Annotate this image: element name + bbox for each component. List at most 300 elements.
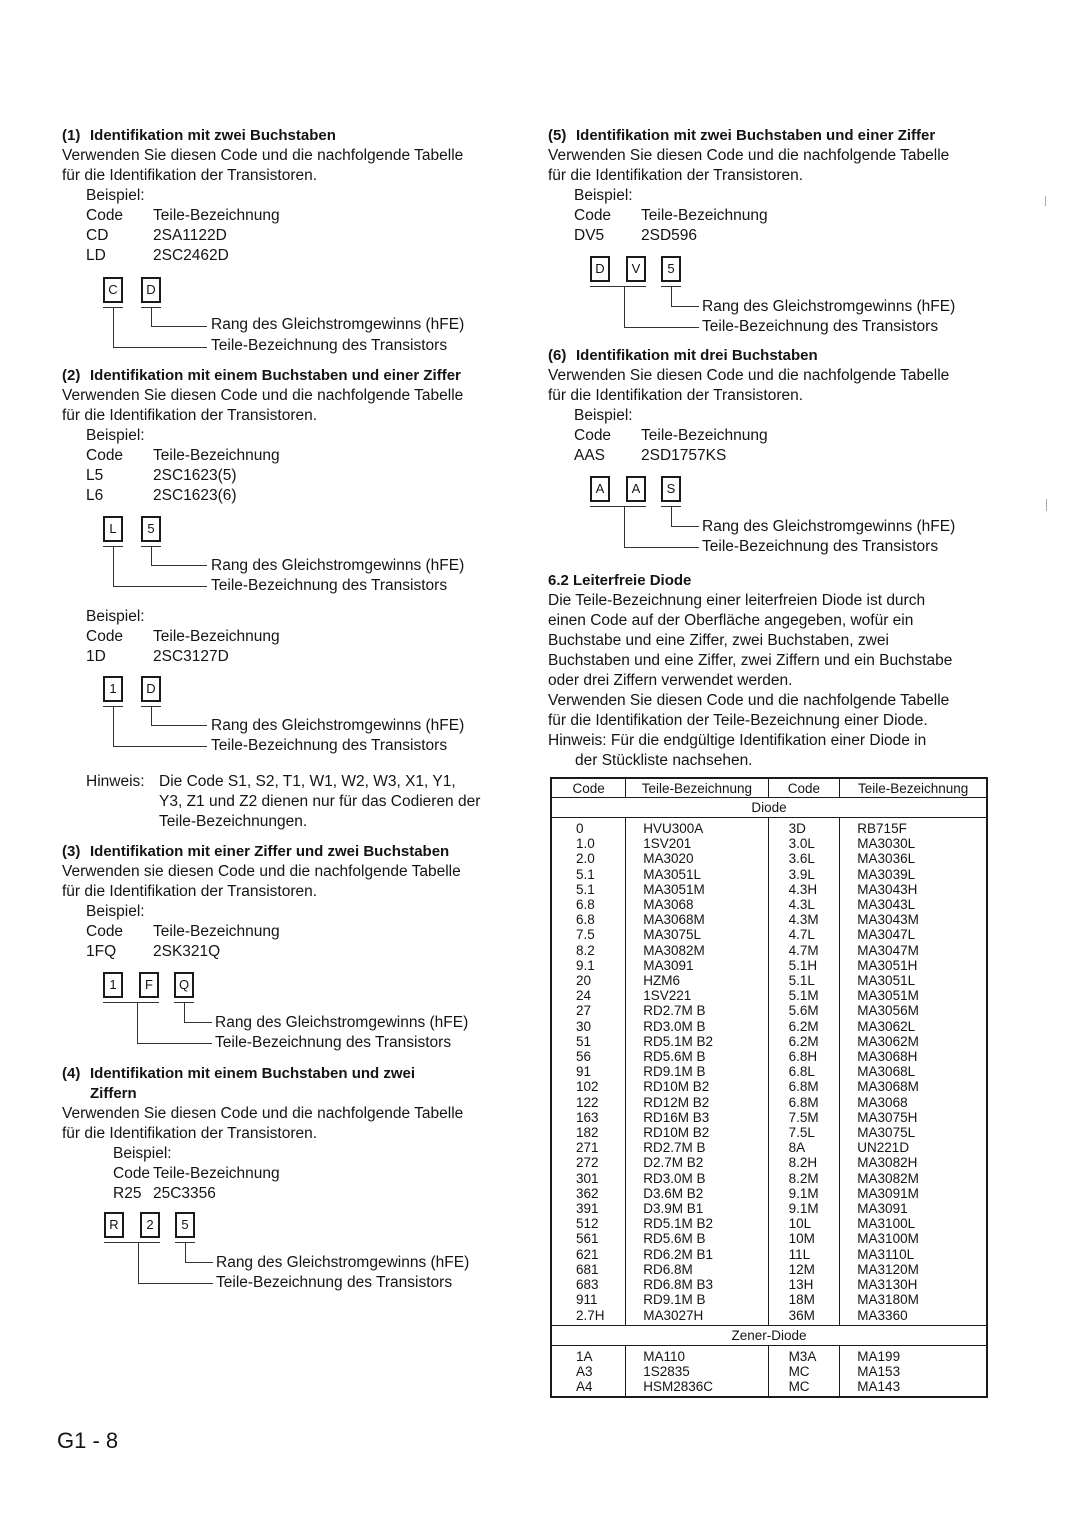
- legend-part: Teile-Bezeichnung des Transistors: [211, 737, 448, 754]
- table-row: [551, 1019, 987, 1034]
- cell-part: MA153: [840, 1364, 987, 1379]
- cell-code: 621: [551, 1247, 626, 1262]
- cell-part: 1SV221: [626, 988, 768, 1003]
- code-box: 5: [175, 1212, 195, 1238]
- cell-code: 13H: [768, 1277, 840, 1292]
- example-part: 2SD596: [641, 227, 698, 244]
- cell-code: 8A: [768, 1140, 840, 1155]
- col-part: Teile-Bezeichnung: [641, 207, 768, 224]
- intro-text: Verwenden Sie diesen Code und die nachfolgende Tabelle: [62, 387, 464, 404]
- table-row: [551, 1125, 987, 1140]
- connector: [113, 546, 114, 586]
- cell-part: MA3051M: [840, 988, 987, 1003]
- header-code: Code: [551, 778, 626, 798]
- col-code: Code: [86, 447, 124, 464]
- cell-code: 7.5M: [768, 1110, 840, 1125]
- example-label: Beispiel:: [86, 608, 145, 625]
- col-code: Code: [86, 923, 124, 940]
- table-header-row: [551, 778, 987, 798]
- cell-part: MA3043H: [840, 882, 987, 897]
- example-label: Beispiel:: [86, 187, 145, 204]
- connector: [113, 347, 207, 348]
- col-code: Code: [574, 207, 612, 224]
- connector: [185, 1242, 186, 1262]
- legend-part: Teile-Bezeichnung des Transistors: [215, 1034, 452, 1051]
- cell-code: 27: [551, 1003, 626, 1018]
- table-row: [551, 943, 987, 958]
- cell-code: 3D: [768, 818, 840, 837]
- intro-text: für die Identifikation der Transistoren.: [548, 167, 804, 184]
- example-block: [548, 186, 949, 246]
- example-block-2b: [86, 607, 280, 667]
- cell-part: MA3068L: [840, 1064, 987, 1079]
- col-code: Code: [86, 207, 124, 224]
- table-row: [551, 836, 987, 851]
- code-box: 2: [140, 1212, 160, 1238]
- example-part: 2SC2462D: [153, 247, 229, 264]
- example-label: Beispiel:: [113, 1145, 172, 1162]
- example-block: [62, 1144, 463, 1204]
- example-row: [86, 486, 463, 506]
- table-row: [551, 988, 987, 1003]
- table-section-row: [551, 1325, 987, 1345]
- cell-part: RD6.2M B1: [626, 1247, 768, 1262]
- note-line: [86, 772, 480, 792]
- connector: [671, 526, 699, 527]
- section-3: [62, 842, 461, 962]
- example-row: [86, 246, 463, 266]
- example-row: [574, 226, 949, 246]
- cell-code: 911: [551, 1292, 626, 1307]
- col-part: Teile-Bezeichnung: [641, 427, 768, 444]
- cell-part: RD5.6M B: [626, 1049, 768, 1064]
- cell-part: MA3091: [840, 1201, 987, 1216]
- example-block: [62, 426, 463, 506]
- section-title: Diode: [551, 798, 987, 818]
- section-title: Identifikation mit einem Buchstaben und einer Ziffer: [90, 367, 461, 384]
- cell-code: 10M: [768, 1231, 840, 1246]
- code-box: 5: [661, 256, 681, 282]
- table-row: [551, 1231, 987, 1246]
- cell-code: 24: [551, 988, 626, 1003]
- cell-code: 5.6M: [768, 1003, 840, 1018]
- example-code: L6: [86, 487, 104, 504]
- code-box: D: [590, 256, 610, 282]
- table-row: [551, 1379, 987, 1397]
- code-box: Q: [174, 972, 194, 998]
- cell-part: MA3100M: [840, 1231, 987, 1246]
- connector: [671, 306, 699, 307]
- intro-text: Verwenden sie diesen Code und die nachfolgende Tabelle: [62, 863, 461, 880]
- cell-part: MA3036L: [840, 851, 987, 866]
- cell-part: RD5.6M B: [626, 1231, 768, 1246]
- table-row: [551, 927, 987, 942]
- cell-part: D3.9M B1: [626, 1201, 768, 1216]
- intro-text: für die Identifikation der Transistoren.: [62, 883, 318, 900]
- cell-code: 12M: [768, 1262, 840, 1277]
- code-box: S: [661, 476, 681, 502]
- example-header: [574, 426, 949, 446]
- code-box: 5: [141, 516, 161, 542]
- cell-part: MA3100L: [840, 1216, 987, 1231]
- code-box: L: [103, 516, 123, 542]
- cell-code: 6.2M: [768, 1019, 840, 1034]
- underline: [590, 286, 646, 287]
- legend-part: Teile-Bezeichnung des Transistors: [702, 318, 939, 335]
- cell-part: MA3068: [840, 1095, 987, 1110]
- example-header: [86, 922, 461, 942]
- table-row: [551, 1308, 987, 1326]
- example-part: 2SC1623(5): [153, 467, 237, 484]
- cell-part: MA3051M: [626, 882, 768, 897]
- example-code: 1FQ: [86, 943, 117, 960]
- code-box: D: [141, 277, 161, 303]
- cell-code: MC: [768, 1379, 840, 1397]
- section-6-heading: [548, 346, 949, 366]
- table-section-row: [551, 798, 987, 818]
- legend-part: Teile-Bezeichnung des Transistors: [216, 1274, 453, 1291]
- cell-code: 2.0: [551, 851, 626, 866]
- table-row: [551, 1262, 987, 1277]
- cell-part: MA3039L: [840, 867, 987, 882]
- cell-part: MA3062L: [840, 1019, 987, 1034]
- cell-code: 6.8M: [768, 1095, 840, 1110]
- col-code: Code: [86, 628, 124, 645]
- cell-part: MA3091: [626, 958, 768, 973]
- cell-code: 683: [551, 1277, 626, 1292]
- cell-part: MA143: [840, 1379, 987, 1397]
- code-box: F: [139, 972, 159, 998]
- table-row: [551, 1064, 987, 1079]
- cell-code: 163: [551, 1110, 626, 1125]
- cell-code: 20: [551, 973, 626, 988]
- example-code: AAS: [574, 447, 606, 464]
- cell-part: MA3082M: [626, 943, 768, 958]
- cell-code: 30: [551, 1019, 626, 1034]
- cell-code: 4.3L: [768, 897, 840, 912]
- cell-code: 102: [551, 1079, 626, 1094]
- legend-rank: Rang des Gleichstromgewinns (hFE): [216, 1254, 470, 1271]
- table-row: [551, 1292, 987, 1307]
- example-row: [113, 1184, 463, 1204]
- cell-code: 391: [551, 1201, 626, 1216]
- legend-rank: Rang des Gleichstromgewinns (hFE): [702, 518, 956, 535]
- cell-part: MA3360: [840, 1308, 987, 1326]
- connector: [113, 746, 207, 747]
- col-code: Code: [574, 427, 612, 444]
- cell-part: MA110: [626, 1345, 768, 1364]
- table-row: [551, 1034, 987, 1049]
- connector: [113, 307, 114, 347]
- section-title: Identifikation mit einer Ziffer und zwei Buchstaben: [90, 843, 450, 860]
- code-box: 1: [103, 676, 123, 702]
- section-title: Identifikation mit zwei Buchstaben und einer Ziffer: [576, 127, 936, 144]
- connector: [137, 1043, 212, 1044]
- code-box: R: [104, 1212, 124, 1238]
- table-row: [551, 1247, 987, 1262]
- underline: [104, 1242, 160, 1243]
- cell-part: MA3047M: [840, 943, 987, 958]
- cell-code: 271: [551, 1140, 626, 1155]
- cell-code: A4: [551, 1379, 626, 1397]
- connector: [624, 327, 699, 328]
- table-row: [551, 958, 987, 973]
- cell-code: MC: [768, 1364, 840, 1379]
- table-row: [551, 1155, 987, 1170]
- note-block: [86, 772, 480, 832]
- section-number: (6): [548, 347, 567, 364]
- cell-code: 4.7M: [768, 943, 840, 958]
- cell-code: 9.1M: [768, 1186, 840, 1201]
- cell-part: MA3075H: [840, 1110, 987, 1125]
- table-row: [551, 851, 987, 866]
- note-text: Hinweis: Für die endgültige Identifikation einer Diode in: [548, 732, 927, 749]
- example-row: [574, 446, 949, 466]
- cell-part: RD6.8M: [626, 1262, 768, 1277]
- scan-artifact: [1045, 196, 1046, 206]
- connector: [138, 1242, 139, 1283]
- table-row: [551, 1345, 987, 1364]
- connector: [671, 286, 672, 306]
- cell-part: RD5.1M B2: [626, 1034, 768, 1049]
- cell-code: 6.8: [551, 912, 626, 927]
- section-1: [62, 126, 463, 266]
- intro-text: für die Identifikation der Transistoren.: [62, 1125, 318, 1142]
- table-row: [551, 912, 987, 927]
- cell-code: 5.1M: [768, 988, 840, 1003]
- diode-section-heading: 6.2 Leiterfreie Diode: [548, 572, 692, 589]
- cell-code: 51: [551, 1034, 626, 1049]
- cell-code: 0: [551, 818, 626, 837]
- cell-code: 5.1: [551, 867, 626, 882]
- cell-part: MA3047L: [840, 927, 987, 942]
- cell-part: 1SV201: [626, 836, 768, 851]
- intro-text: für die Identifikation der Transistoren.: [62, 407, 318, 424]
- paragraph-line: Buchstaben und eine Ziffer, zwei Ziffern und ein Buchstabe: [548, 652, 953, 669]
- cell-code: 6.2M: [768, 1034, 840, 1049]
- example-block: [62, 186, 463, 266]
- legend-part: Teile-Bezeichnung des Transistors: [211, 577, 448, 594]
- example-code: L5: [86, 467, 104, 484]
- table-row: [551, 1049, 987, 1064]
- cell-part: MA3082M: [840, 1171, 987, 1186]
- paragraph-line: für die Identifikation der Teile-Bezeichnung einer Diode.: [548, 712, 928, 729]
- cell-code: 3.6L: [768, 851, 840, 866]
- cell-part: RD9.1M B: [626, 1064, 768, 1079]
- cell-part: HZM6: [626, 973, 768, 988]
- legend-part: Teile-Bezeichnung des Transistors: [702, 538, 939, 555]
- underline: [590, 506, 646, 507]
- note-text: der Stückliste nachsehen.: [575, 752, 753, 769]
- code-box: D: [141, 676, 161, 702]
- legend-rank: Rang des Gleichstromgewinns (hFE): [702, 298, 956, 315]
- section-1-heading: [62, 126, 463, 146]
- legend-rank: Rang des Gleichstromgewinns (hFE): [211, 316, 465, 333]
- table-row: [551, 1364, 987, 1379]
- cell-part: RD3.0M B: [626, 1019, 768, 1034]
- page-number: G1 - 8: [57, 1428, 119, 1453]
- cell-part: RD12M B2: [626, 1095, 768, 1110]
- underline: [103, 1002, 159, 1003]
- cell-code: 301: [551, 1171, 626, 1186]
- cell-part: 1S2835: [626, 1364, 768, 1379]
- section-4-heading: [62, 1064, 463, 1084]
- table-row: [551, 1171, 987, 1186]
- example-header: [574, 206, 949, 226]
- cell-code: 9.1M: [768, 1201, 840, 1216]
- example-header: [113, 1164, 463, 1184]
- example-block: [62, 902, 461, 962]
- section-number: (4): [62, 1065, 81, 1082]
- cell-code: 9.1: [551, 958, 626, 973]
- table-row: [551, 1140, 987, 1155]
- section-title: Zener-Diode: [551, 1325, 987, 1345]
- example-code: DV5: [574, 227, 605, 244]
- header-part: Teile-Bezeichnung: [626, 778, 768, 798]
- diode-code-table: [550, 777, 988, 1398]
- table-row: [551, 1095, 987, 1110]
- example-row: [86, 942, 461, 962]
- cell-code: M3A: [768, 1345, 840, 1364]
- code-box: C: [103, 277, 123, 303]
- table-row: [551, 897, 987, 912]
- example-label: Beispiel:: [574, 407, 633, 424]
- cell-code: 36M: [768, 1308, 840, 1326]
- cell-code: 1A: [551, 1345, 626, 1364]
- example-row: [86, 466, 463, 486]
- example-header: [86, 627, 280, 647]
- example-row: [86, 226, 463, 246]
- connector: [151, 326, 207, 327]
- paragraph-line: Die Teile-Bezeichnung einer leiterfreien Diode ist durch: [548, 592, 926, 609]
- example-code: CD: [86, 227, 109, 244]
- section-title-cont: Ziffern: [90, 1085, 137, 1102]
- connector: [137, 1002, 138, 1043]
- cell-part: MA199: [840, 1345, 987, 1364]
- cell-part: MA3043L: [840, 897, 987, 912]
- cell-part: MA3068M: [626, 912, 768, 927]
- connector: [624, 506, 625, 547]
- connector: [184, 1022, 212, 1023]
- cell-code: 5.1: [551, 882, 626, 897]
- example-part: 2SK321Q: [153, 943, 221, 960]
- example-block: [548, 406, 949, 466]
- cell-code: 3.9L: [768, 867, 840, 882]
- legend-part: Teile-Bezeichnung des Transistors: [211, 337, 448, 354]
- table-row: [551, 973, 987, 988]
- table-row: [551, 1079, 987, 1094]
- col-code: Code: [113, 1165, 151, 1182]
- table-row: [551, 1277, 987, 1292]
- cell-part: RB715F: [840, 818, 987, 837]
- cell-code: 8.2H: [768, 1155, 840, 1170]
- cell-part: MA3082H: [840, 1155, 987, 1170]
- connector: [151, 565, 207, 566]
- paragraph-line: einen Code auf der Oberfläche angegeben, wofür ein: [548, 612, 914, 629]
- cell-code: 8.2: [551, 943, 626, 958]
- table-row: [551, 818, 987, 837]
- cell-code: 182: [551, 1125, 626, 1140]
- cell-part: RD2.7M B: [626, 1003, 768, 1018]
- connector: [138, 1283, 213, 1284]
- intro-text: Verwenden Sie diesen Code und die nachfolgende Tabelle: [62, 147, 464, 164]
- note-text: Teile-Bezeichnungen.: [159, 813, 308, 830]
- legend-rank: Rang des Gleichstromgewinns (hFE): [211, 557, 465, 574]
- example-part: 2SD1757KS: [641, 447, 727, 464]
- note-text: Die Code S1, S2, T1, W1, W2, W3, X1, Y1,: [159, 773, 456, 790]
- cell-code: 6.8: [551, 897, 626, 912]
- cell-code: 4.3M: [768, 912, 840, 927]
- code-box: A: [590, 476, 610, 502]
- section-2-heading: [62, 366, 463, 386]
- cell-code: 1.0: [551, 836, 626, 851]
- section-number: (3): [62, 843, 81, 860]
- cell-part: HSM2836C: [626, 1379, 768, 1397]
- cell-part: MA3056M: [840, 1003, 987, 1018]
- cell-part: MA3043M: [840, 912, 987, 927]
- cell-part: MA3027H: [626, 1308, 768, 1326]
- example-code: R25: [113, 1185, 142, 1202]
- connector: [113, 706, 114, 746]
- header-part: Teile-Bezeichnung: [840, 778, 987, 798]
- col-part: Teile-Bezeichnung: [153, 628, 280, 645]
- example-label: Beispiel:: [86, 903, 145, 920]
- cell-code: 3.0L: [768, 836, 840, 851]
- connector: [624, 547, 699, 548]
- cell-code: 362: [551, 1186, 626, 1201]
- example-label: Beispiel:: [86, 427, 145, 444]
- cell-part: MA3051L: [626, 867, 768, 882]
- cell-code: 561: [551, 1231, 626, 1246]
- cell-part: MA3062M: [840, 1034, 987, 1049]
- table-row: [551, 1216, 987, 1231]
- section-3-heading: [62, 842, 461, 862]
- cell-code: 681: [551, 1262, 626, 1277]
- cell-code: 8.2M: [768, 1171, 840, 1186]
- cell-part: UN221D: [840, 1140, 987, 1155]
- diode-section: [548, 571, 952, 771]
- cell-part: MA3051L: [840, 973, 987, 988]
- cell-part: MA3091M: [840, 1186, 987, 1201]
- paragraph-line: Verwenden Sie diesen Code und die nachfolgende Tabelle: [548, 692, 950, 709]
- cell-part: D2.7M B2: [626, 1155, 768, 1170]
- table-row: [551, 1201, 987, 1216]
- cell-part: MA3068: [626, 897, 768, 912]
- connector: [184, 1002, 185, 1022]
- legend-rank: Rang des Gleichstromgewinns (hFE): [215, 1014, 469, 1031]
- example-label: Beispiel:: [574, 187, 633, 204]
- connector: [151, 546, 152, 565]
- table-row: [551, 1186, 987, 1201]
- section-title: Identifikation mit drei Buchstaben: [576, 347, 818, 364]
- cell-part: MA3120M: [840, 1262, 987, 1277]
- connector: [151, 725, 207, 726]
- cell-part: MA3075L: [840, 1125, 987, 1140]
- cell-code: 4.3H: [768, 882, 840, 897]
- intro-text: Verwenden Sie diesen Code und die nachfolgende Tabelle: [62, 1105, 464, 1122]
- section-title: Identifikation mit einem Buchstaben und zwei: [90, 1065, 416, 1082]
- cell-code: 10L: [768, 1216, 840, 1231]
- legend-rank: Rang des Gleichstromgewinns (hFE): [211, 717, 465, 734]
- section-number: (5): [548, 127, 567, 144]
- col-part: Teile-Bezeichnung: [153, 1165, 280, 1182]
- cell-part: D3.6M B2: [626, 1186, 768, 1201]
- section-6: [548, 346, 949, 466]
- connector: [151, 706, 152, 725]
- cell-part: RD10M B2: [626, 1079, 768, 1094]
- cell-code: A3: [551, 1364, 626, 1379]
- col-part: Teile-Bezeichnung: [153, 447, 280, 464]
